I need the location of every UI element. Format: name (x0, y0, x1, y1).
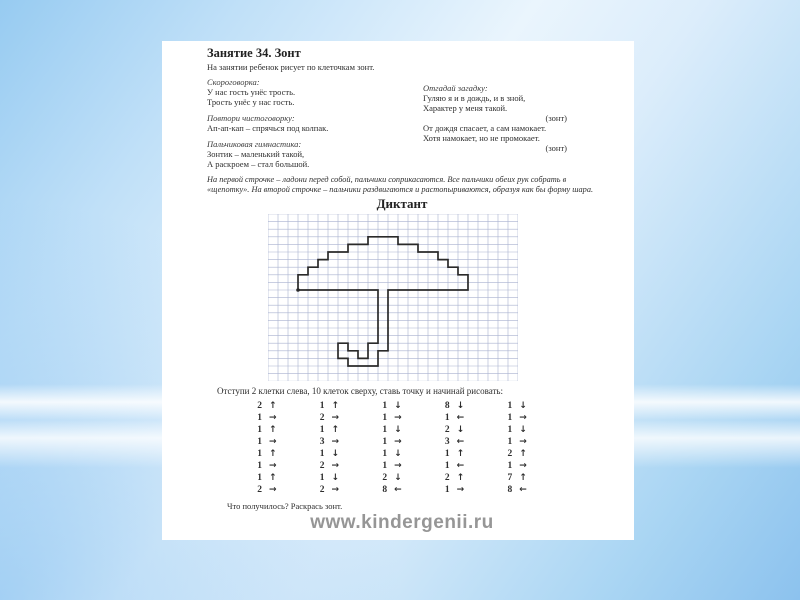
step-count: 1 (507, 424, 513, 435)
start-dot (296, 288, 300, 292)
dictation-step (250, 436, 277, 448)
dictation-step (438, 472, 465, 484)
step-count: 8 (444, 400, 450, 411)
dictation-step (313, 472, 340, 484)
text-line: От дождя спасает, а сам намокает. (423, 123, 547, 133)
text-line: Характер у меня такой. (423, 103, 508, 113)
arrow-up-icon: ↑ (269, 400, 277, 411)
arrow-right-icon: → (269, 436, 277, 447)
dictation-step (313, 448, 340, 460)
dictation-question: Что получилось? Раскрась зонт. (227, 500, 343, 511)
step-count: 1 (382, 448, 388, 459)
text-line: Трость унёс у нас гость. (207, 97, 295, 107)
text-line: Ап-ап-кап – спрячься под колпак. (207, 123, 329, 133)
step-count: 1 (257, 460, 262, 471)
dictation-instruction: Отступи 2 клетки слева, 10 клеток сверху, ставь точку и начинай рисовать: (217, 385, 504, 396)
step-count: 8 (507, 484, 513, 495)
arrow-right-icon: → (269, 412, 277, 423)
dictation-step (250, 448, 277, 460)
dictation-column (250, 400, 277, 496)
arrow-left-icon: ← (456, 460, 465, 471)
text-line: Зонтик – маленький такой, (207, 149, 305, 159)
step-count: 1 (382, 436, 388, 447)
arrow-up-icon: ↑ (456, 472, 465, 483)
dictation-step (250, 412, 277, 424)
dictation-step (438, 400, 465, 412)
dictation-grid (268, 214, 622, 381)
arrow-right-icon: → (331, 436, 340, 447)
arrow-up-icon: ↑ (519, 472, 527, 483)
step-count: 1 (319, 400, 325, 411)
step-count: 2 (507, 448, 513, 459)
step-count: 8 (382, 484, 388, 495)
arrow-right-icon: → (519, 460, 527, 471)
arrow-up-icon: ↑ (456, 448, 465, 459)
section-riddle (423, 83, 575, 153)
dictation-step (375, 424, 402, 436)
dictation-step (500, 460, 527, 472)
arrow-up-icon: ↑ (269, 448, 277, 459)
text-line: У нас гость унёс трость. (207, 87, 296, 97)
text-line: А раскроем – стал большой. (207, 159, 310, 169)
step-count: 2 (319, 484, 325, 495)
arrow-down-icon: ↓ (519, 400, 527, 411)
dictation-step (375, 400, 402, 412)
arrow-left-icon: ← (394, 484, 402, 495)
arrow-up-icon: ↑ (331, 400, 340, 411)
dictation-column (438, 400, 465, 496)
step-count: 1 (257, 448, 262, 459)
dictation-step (500, 448, 527, 460)
arrow-down-icon: ↓ (456, 400, 465, 411)
dictation-column (375, 400, 402, 496)
worksheet-page (162, 41, 634, 540)
arrow-down-icon: ↓ (394, 400, 402, 411)
dictation-step (250, 460, 277, 472)
umbrella-path (298, 236, 468, 365)
arrow-right-icon: → (394, 412, 402, 423)
arrow-down-icon: ↓ (331, 472, 340, 483)
arrow-right-icon: → (331, 412, 340, 423)
step-count: 2 (444, 472, 450, 483)
section-label: Пальчиковая гимнастика: (207, 139, 302, 149)
riddle-answer: (зонт) (545, 113, 567, 123)
dictation-steps-table (250, 400, 622, 496)
dictation-step (375, 412, 402, 424)
section-label: Повтори чистоговорку: (207, 113, 295, 123)
dictation-step (375, 460, 402, 472)
arrow-down-icon: ↓ (331, 448, 340, 459)
text-line: Гуляю я и в дождь, и в зной, (423, 93, 526, 103)
arrow-right-icon: → (331, 460, 340, 471)
dictation-step (313, 412, 340, 424)
section-label: Отгадай загадку: (423, 83, 488, 93)
step-count: 3 (319, 436, 325, 447)
step-count: 1 (507, 460, 513, 471)
dictation-step (500, 412, 527, 424)
arrow-up-icon: ↑ (519, 448, 527, 459)
dictation-step (313, 460, 340, 472)
dictation-step (500, 424, 527, 436)
dictation-step (438, 424, 465, 436)
dictation-step (438, 448, 465, 460)
dictation-step (313, 436, 340, 448)
dictation-step (500, 472, 527, 484)
step-count: 2 (444, 424, 450, 435)
arrow-right-icon: → (519, 412, 527, 423)
dictation-step (313, 400, 340, 412)
dictation-heading: Диктант (376, 195, 428, 211)
step-count: 1 (257, 424, 262, 435)
step-count: 2 (382, 472, 388, 483)
dictation-step (500, 436, 527, 448)
step-count: 2 (319, 460, 325, 471)
arrow-down-icon: ↓ (394, 448, 402, 459)
step-count: 1 (382, 400, 388, 411)
step-count: 1 (507, 412, 513, 423)
dictation-step (250, 424, 277, 436)
dictation-step (438, 436, 465, 448)
step-count: 1 (382, 460, 388, 471)
arrow-right-icon: → (269, 484, 277, 495)
dictation-step (250, 484, 277, 496)
step-count: 1 (507, 400, 513, 411)
step-count: 1 (444, 484, 450, 495)
dictation-step (375, 472, 402, 484)
step-count: 1 (382, 412, 388, 423)
dictation-step (375, 436, 402, 448)
step-count: 1 (257, 412, 262, 423)
arrow-right-icon: → (394, 460, 402, 471)
dictation-step (500, 484, 527, 496)
section-label: Скороговорка: (207, 77, 260, 87)
arrow-right-icon: → (394, 436, 402, 447)
arrow-left-icon: ← (519, 484, 527, 495)
step-count: 1 (507, 436, 513, 447)
arrow-right-icon: → (519, 436, 527, 447)
step-count: 1 (319, 472, 325, 483)
text-line: Хотя намокает, но не промокает. (423, 133, 540, 143)
step-count: 2 (319, 412, 325, 423)
step-count: 1 (257, 472, 262, 483)
step-count: 2 (257, 400, 262, 411)
dictation-step (375, 484, 402, 496)
step-count: 2 (257, 484, 262, 495)
arrow-left-icon: ← (456, 436, 465, 447)
arrow-down-icon: ↓ (456, 424, 465, 435)
page-title: Занятие 34. Зонт (207, 46, 301, 60)
arrow-up-icon: ↑ (331, 424, 340, 435)
dictation-step (375, 448, 402, 460)
dictation-step (500, 400, 527, 412)
step-count: 1 (319, 424, 325, 435)
step-count: 1 (444, 412, 450, 423)
arrow-down-icon: ↓ (394, 424, 402, 435)
arrow-down-icon: ↓ (519, 424, 527, 435)
arrow-right-icon: → (269, 460, 277, 471)
dictation-step (313, 484, 340, 496)
arrow-up-icon: ↑ (269, 424, 277, 435)
arrow-right-icon: → (331, 484, 340, 495)
dictation-step (313, 424, 340, 436)
step-count: 1 (444, 460, 450, 471)
two-column-block (207, 77, 622, 169)
dictation-step (438, 484, 465, 496)
dictation-step (438, 460, 465, 472)
arrow-left-icon: ← (456, 412, 465, 423)
step-count: 1 (444, 448, 450, 459)
step-count: 1 (382, 424, 388, 435)
page-subtitle: На занятии ребенок рисует по клеточкам зонт. (207, 62, 375, 72)
step-count: 1 (319, 448, 325, 459)
finger-gym-note: На первой строчке – ладони перед собой, пальчики соприкасаются. Все пальчики обеих рук собрать в «щепотку». На второй строчке – пальчики раздвигаются и растопыриваются, образуя как бы форму шара. (207, 175, 594, 194)
arrow-down-icon: ↓ (394, 472, 402, 483)
dictation-column (313, 400, 340, 496)
step-count: 1 (257, 436, 262, 447)
step-count: 7 (507, 472, 513, 483)
dictation-step (250, 400, 277, 412)
riddle-answer: (зонт) (545, 143, 567, 153)
watermark-url: www.kindergenii.ru (310, 511, 494, 533)
step-count: 3 (444, 436, 450, 447)
dictation-step (250, 472, 277, 484)
arrow-up-icon: ↑ (269, 472, 277, 483)
dictation-step (438, 412, 465, 424)
arrow-right-icon: → (456, 484, 465, 495)
grid-svg (268, 214, 518, 381)
dictation-column (500, 400, 527, 496)
